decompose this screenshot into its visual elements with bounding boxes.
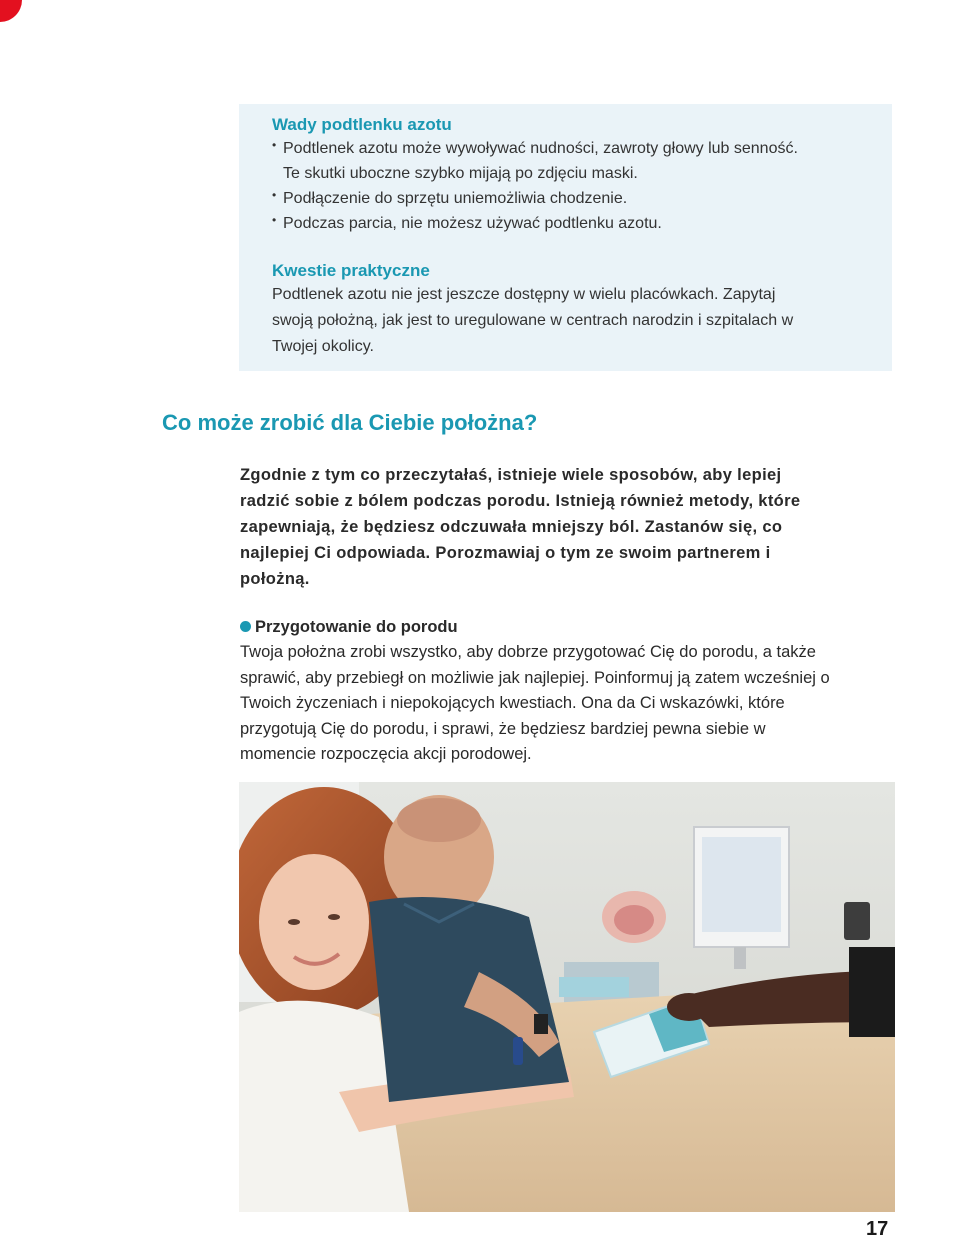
box-heading-practical: Kwestie praktyczne	[272, 261, 430, 280]
list-item-text: Podłączenie do sprzętu uniemożliwia chodzenie.	[283, 190, 628, 207]
subsection-title-text: Przygotowanie do porodu	[255, 618, 458, 636]
box-heading-disadvantages: Wady podtlenku azotu	[272, 115, 452, 134]
bullet-dot-icon: •	[272, 188, 277, 202]
photo-illustration	[239, 782, 895, 1212]
list-item-text: Podtlenek azotu może wywoływać nudności, zawroty głowy lub senność.	[283, 140, 798, 157]
text-line: położną.	[240, 570, 310, 588]
text-line: momencie rozpoczęcia akcji porodowej.	[240, 745, 532, 763]
text-line: Podtlenek azotu nie jest jeszcze dostępny w wielu placówkach. Zapytaj	[272, 286, 776, 303]
teal-bullet-icon	[240, 621, 251, 632]
text-line: Twoich życzeniach i niepokojących kwestiach. Ona da Ci wskazówki, które	[240, 694, 785, 712]
text-line: Twojej okolicy.	[272, 338, 374, 355]
text-line: sprawić, aby przebiegł on możliwie jak najlepiej. Poinformuj ją zatem wcześniej o	[240, 668, 830, 687]
corner-red-mark	[0, 0, 22, 22]
text-line: najlepiej Ci odpowiada. Porozmawiaj o tym ze swoim partnerem i	[240, 544, 771, 562]
subsection-title	[240, 614, 900, 640]
text-line: Zgodnie z tym co przeczytałaś, istnieje wiele sposobów, aby lepiej	[240, 466, 782, 484]
practical-text	[272, 282, 882, 360]
list-item-text: Podczas parcia, nie możesz używać podtlenku azotu.	[283, 215, 662, 232]
text-line: zapewniają, że będziesz odczuwała mniejszy ból. Zastanów się, co	[240, 518, 783, 536]
page-number: 17	[866, 1218, 889, 1240]
intro-paragraph	[240, 462, 880, 592]
text-line: Twoja położna zrobi wszystko, aby dobrze przygotować Cię do porodu, a także	[240, 643, 816, 661]
bullet-dot-icon: •	[272, 213, 277, 227]
photo-consultation	[239, 782, 895, 1212]
subsection-preparation	[240, 614, 900, 768]
bullet-dot-icon: •	[272, 138, 277, 152]
disadvantages-list	[272, 136, 882, 236]
section-heading: Co może zrobić dla Ciebie położna?	[162, 410, 538, 435]
list-item	[272, 136, 882, 161]
list-item-continuation	[272, 161, 882, 186]
subsection-text	[240, 640, 900, 768]
list-item	[272, 186, 882, 211]
text-line: radzić sobie z bólem podczas porodu. Istnieją również metody, które	[240, 492, 801, 510]
list-item-text: Te skutki uboczne szybko mijają po zdjęciu maski.	[283, 165, 638, 182]
text-line: swoją położną, jak jest to uregulowane w centrach narodzin i szpitalach w	[272, 312, 794, 329]
info-box-content	[272, 114, 882, 360]
text-line: przygotują Cię do porodu, i sprawi, że będziesz bardziej pewna siebie w	[240, 719, 766, 738]
list-item	[272, 211, 882, 236]
info-box	[239, 104, 892, 371]
